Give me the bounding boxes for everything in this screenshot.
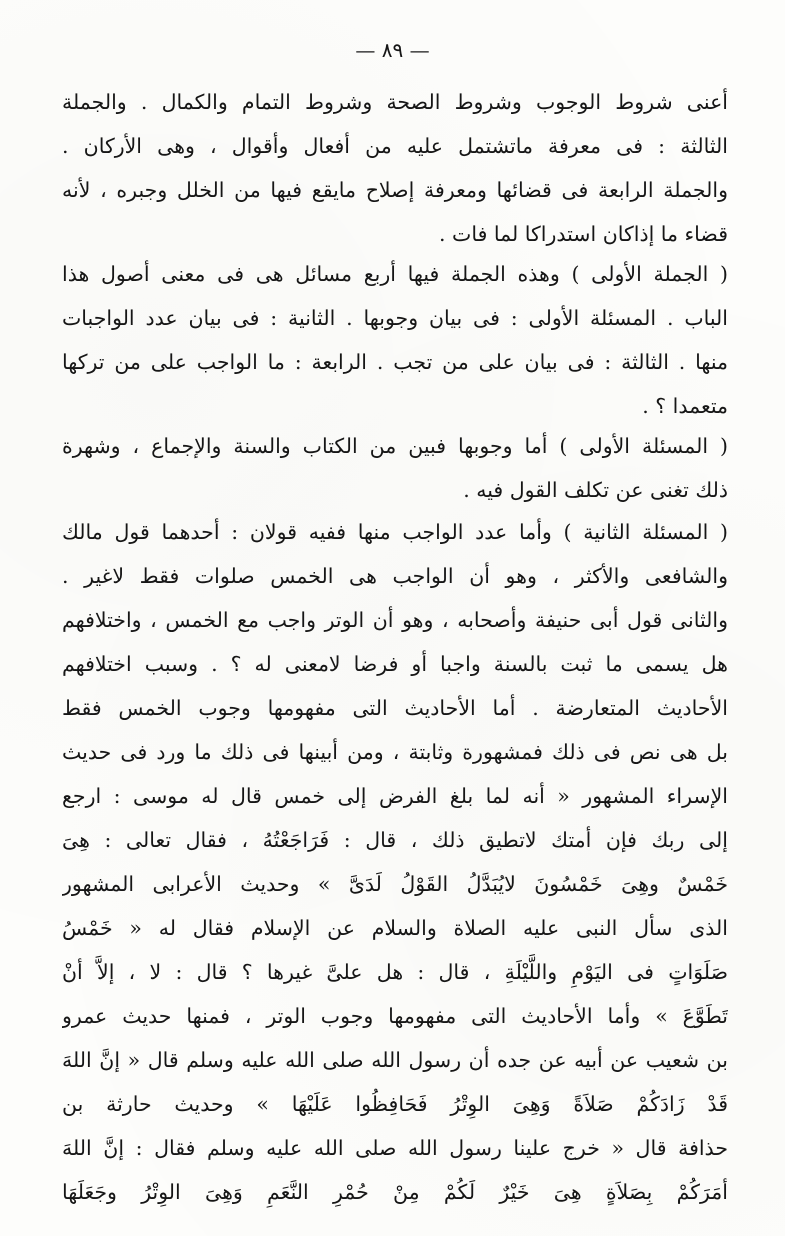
paragraph-1 bbox=[62, 80, 728, 256]
text-line: والشافعى والأكثر ، وهو أن الواجب هى الخمس صلوات فقط لاغير . bbox=[62, 564, 728, 588]
text-line: بن شعيب عن أبيه عن جده أن رسول الله صلى الله عليه وسلم قال « إنَّ اللهَ bbox=[62, 1048, 728, 1072]
text-line: هل يسمى ما ثبت بالسنة واجبا أو فرضا لامعنى له ؟ . وسبب اختلافهم bbox=[62, 652, 728, 676]
text-line: الثالثة : فى معرفة ماتشتمل عليه من أفعال وأقوال ، وهى الأركان . bbox=[62, 134, 728, 158]
text-line: منها . الثالثة : فى بيان على من تجب . الرابعة : ما الواجب على من تركها bbox=[62, 350, 728, 374]
paragraph-4 bbox=[62, 510, 728, 1214]
paragraph-2 bbox=[62, 252, 728, 428]
text-line: أعنى شروط الوجوب وشروط الصحة وشروط التمام والكمال . والجملة bbox=[62, 90, 728, 114]
text-line: قَدْ زَادَكُمْ صَلاَةً وَهِىَ الوِتْرُ فَحَافِظُوا عَلَيْهَا » وحديث حارثة بن bbox=[62, 1092, 728, 1116]
text-line: متعمدا ؟ . bbox=[642, 394, 728, 418]
text-line: ( الجملة الأولى ) وهذه الجملة فيها أربع مسائل هى فى معنى أصول هذا bbox=[62, 262, 728, 286]
text-line: ( المسئلة الأولى ) أما وجوبها فبين من الكتاب والسنة والإجماع ، وشهرة bbox=[62, 434, 728, 458]
text-line: تَطَوَّعَ » وأما الأحاديث التى مفهومها وجوب الوتر ، فمنها حديث عمرو bbox=[62, 1004, 728, 1028]
text-line: ( المسئلة الثانية ) وأما عدد الواجب منها ففيه قولان : أحدهما قول مالك bbox=[62, 520, 728, 544]
text-line: خَمْسٌ وهِىَ خَمْسُونَ لايُبَدَّلُ القَوْلُ لَدَىَّ » وحديث الأعرابى المشهور bbox=[62, 872, 728, 896]
text-line: صَلَوَاتٍ فى اليَوْمِ واللَّيْلَةِ ، قال : هل علىَّ غيرها ؟ قال : لا ، إلاَّ أنْ bbox=[62, 960, 728, 984]
text-line: والثانى قول أبى حنيفة وأصحابه ، وهو أن الوتر واجب مع الخمس ، واختلافهم bbox=[62, 608, 728, 632]
text-line: حذافة قال « خرج علينا رسول الله صلى الله عليه وسلم فقال : إنَّ اللهَ bbox=[62, 1136, 728, 1160]
text-line: إلى ربك فإن أمتك لاتطيق ذلك ، قال : فَرَاجَعْتُهُ ، فقال تعالى : هِىَ bbox=[62, 828, 728, 852]
text-line: أمَرَكُمْ بِصَلاَةٍ هِىَ خَيْرٌ لَكُمْ مِنْ حُمْرِ النَّعَمِ وَهِىَ الوِتْرُ وجَعَلَهَا bbox=[62, 1180, 728, 1204]
text-line: الإسراء المشهور « أنه لما بلغ الفرض إلى خمس قال له موسى : ارجع bbox=[62, 784, 728, 808]
text-line: الذى سأل النبى عليه الصلاة والسلام عن الإسلام فقال له « خَمْسُ bbox=[62, 916, 728, 940]
text-line: بل هى نص فى ذلك فمشهورة وثابتة ، ومن أبينها فى ذلك ما ورد فى حديث bbox=[62, 740, 728, 764]
text-line: والجملة الرابعة فى قضائها ومعرفة إصلاح مايقع فيها من الخلل وجبره ، لأنه bbox=[62, 178, 728, 202]
paragraph-3 bbox=[62, 424, 728, 512]
text-line: قضاء ما إذاكان استدراكا لما فات . bbox=[439, 222, 728, 246]
text-line: الأحاديث المتعارضة . أما الأحاديث التى مفهومها وجوب الخمس فقط bbox=[62, 696, 728, 720]
page-number: — ٨٩ — bbox=[355, 38, 430, 62]
text-line: الباب . المسئلة الأولى : فى بيان وجوبها . الثانية : فى بيان عدد الواجبات bbox=[62, 306, 728, 330]
text-line: ذلك تغنى عن تكلف القول فيه . bbox=[463, 478, 728, 502]
